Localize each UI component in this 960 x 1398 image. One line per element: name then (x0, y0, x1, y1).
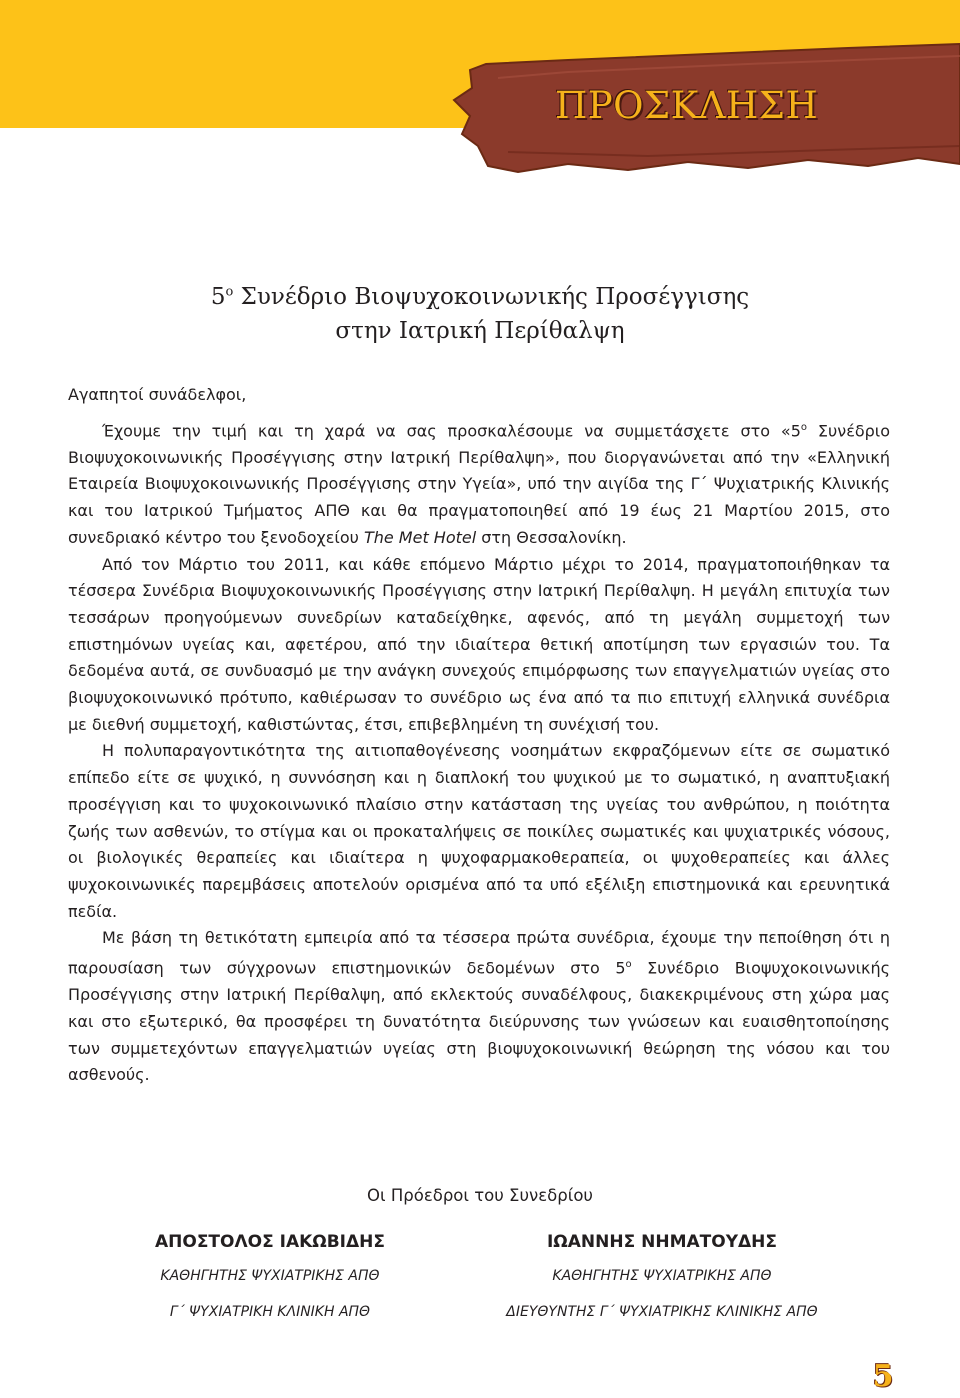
signature-role: ΔΙΕΥΘΥΝΤΗΣ Γ΄ ΨΥΧΙΑΤΡΙΚΗΣ ΚΛΙΝΙΚΗΣ ΑΠΘ (506, 1304, 818, 1320)
paragraph-2: Από τον Μάρτιο του 2011, και κάθε επόμενο Μάρτιο μέχρι το 2014, πραγματοποιήθηκαν τα τέσσερα Συνέδρια Βιοψυχοκοινωνικής Προσέγγισης στην Ιατρική Περίθαλψη. Η μεγάλη επιτυχία των τεσσάρων προηγούμενων συνεδρίων καταδείχθηκε, αφενός, από τη μεγάλη συμμετοχή των επιστημόνων υγείας και, αφετέρου, από την ιδιαίτερα θετική αποτίμηση των εργασιών του. Τα δεδομένα αυτά, σε συνδυασμό με την ανάγκη συνεχούς επιμόρφωσης των επαγγελματιών υγείας στο βιοψυχοκοινωνικό πρότυπο, καθιέρωσαν το συνέδριο ως ένα από τα πιο επιτυχή ελληνικά συνέδρια με διεθνή συμμετοχή, καθιστώντας, έτσι, επιβεβλημένη τη συνέχισή του. (68, 554, 890, 734)
paragraph-1: Έχουμε την τιμή και τη χαρά να σας προσκαλέσουμε να συμμετάσχετε στο «$5^o$ Συνέδριο Βιοψυχοκοινωνικής Προσέγγισης στην Ιατρική Περίθαλψη», που διοργανώνεται από την «Ελληνική Εταιρεία Βιοψυχοκοινωνικής Προσέγγισης στην Υγεία», υπό την αιγίδα της Γ΄ Ψυχιατρικής Κλινικής και του Ιατρικού Τμήματος ΑΠΘ και θα πραγματοποιηθεί από 19 έως 21 Μαρτίου 2015, στο συνεδριακό κέντρο του ξενοδοχείου The Met Hotel στη Θεσσαλονίκη. (68, 421, 890, 547)
signature-role: ΚΑΘΗΓΗΤΗΣ ΨΥΧΙΑΤΡΙΚΗΣ ΑΠΘ (160, 1268, 380, 1284)
conference-title-line1: $5^o$ Συνέδριο Βιοψυχοκοινωνικής Προσέγγισης (210, 284, 750, 310)
banner-title: ΠΡΟΣΚΛΗΣΗ (555, 84, 819, 127)
signature-name: ΑΠΟΣΤΟΛΟΣ ΙΑΚΩΒΙΔΗΣ (154, 1232, 386, 1252)
letter-body (68, 382, 890, 1089)
signature-name: ΙΩΑΝΝΗΣ ΝΗΜΑΤΟΥΔΗΣ (546, 1232, 778, 1252)
paragraph-3: Η πολυπαραγοντικότητα της αιτιοπαθογένεσης νοσημάτων εκφραζόμενων είτε σε σωματικό επίπεδο είτε σε ψυχικό, η συννόσηση και η διαπλοκή του ψυχικού με το σωματικό, η αναπτυξιακή προσέγγιση και το ψυχοκοινωνικό πλαίσιο στην κατάσταση της υγείας του ανθρώπου, η ποιότητα ζωής των ασθενών, το στίγμα και οι προκαταλήψεις σε ποικίλες σωματικές και ψυχιατρικές νόσους, οι βιολογικές θεραπείες και ιδιαίτερα η ψυχοφαρμακοθεραπεία, οι ψυχοθεραπείες και άλλες ψυχοκοινωνικές παρεμβάσεις αποτελούν ορισμένα από τα υπό εξέλιξη επιστημονικά και ερευνητικά πεδία. (68, 741, 890, 921)
signature-left (60, 1232, 480, 1336)
page-number: 5 (872, 1359, 894, 1394)
greeting: Αγαπητοί συνάδελφοι, (68, 385, 247, 404)
signature-role: ΚΑΘΗΓΗΤΗΣ ΨΥΧΙΑΤΡΙΚΗΣ ΑΠΘ (552, 1268, 772, 1284)
paragraph-4: Με βάση τη θετικότατη εμπειρία από τα τέσσερα πρώτα συνέδρια, έχουμε την πεποίθηση ότι η παρουσίαση των σύγχρονων επιστημονικών δεδομένων στο $5^o$ Συνέδριο Βιοψυχοκοινωνικής Προσέγγισης στην Ιατρική Περίθαλψη, από εκλεκτούς συναδέλφους, διακεκριμένους στη χώρα μας και στο εξωτερικό, θα προσφέρει τη δυνατότητα διεύρυνσης των γνώσεων και ευαισθητοποίησης των συμμετεχόντων επαγγελματιών υγείας στη βιοψυχοκοινωνική θεώρηση της νόσου και του ασθενούς. (68, 928, 890, 1085)
presidents-heading: Οι Πρόεδροι του Συνεδρίου (367, 1186, 593, 1205)
signature-right (452, 1232, 872, 1336)
conference-title-line2: στην Ιατρική Περίθαλψη (335, 318, 625, 344)
signature-role: Γ΄ ΨΥΧΙΑΤΡΙΚΗ ΚΛΙΝΙΚΗ ΑΠΘ (169, 1304, 371, 1320)
